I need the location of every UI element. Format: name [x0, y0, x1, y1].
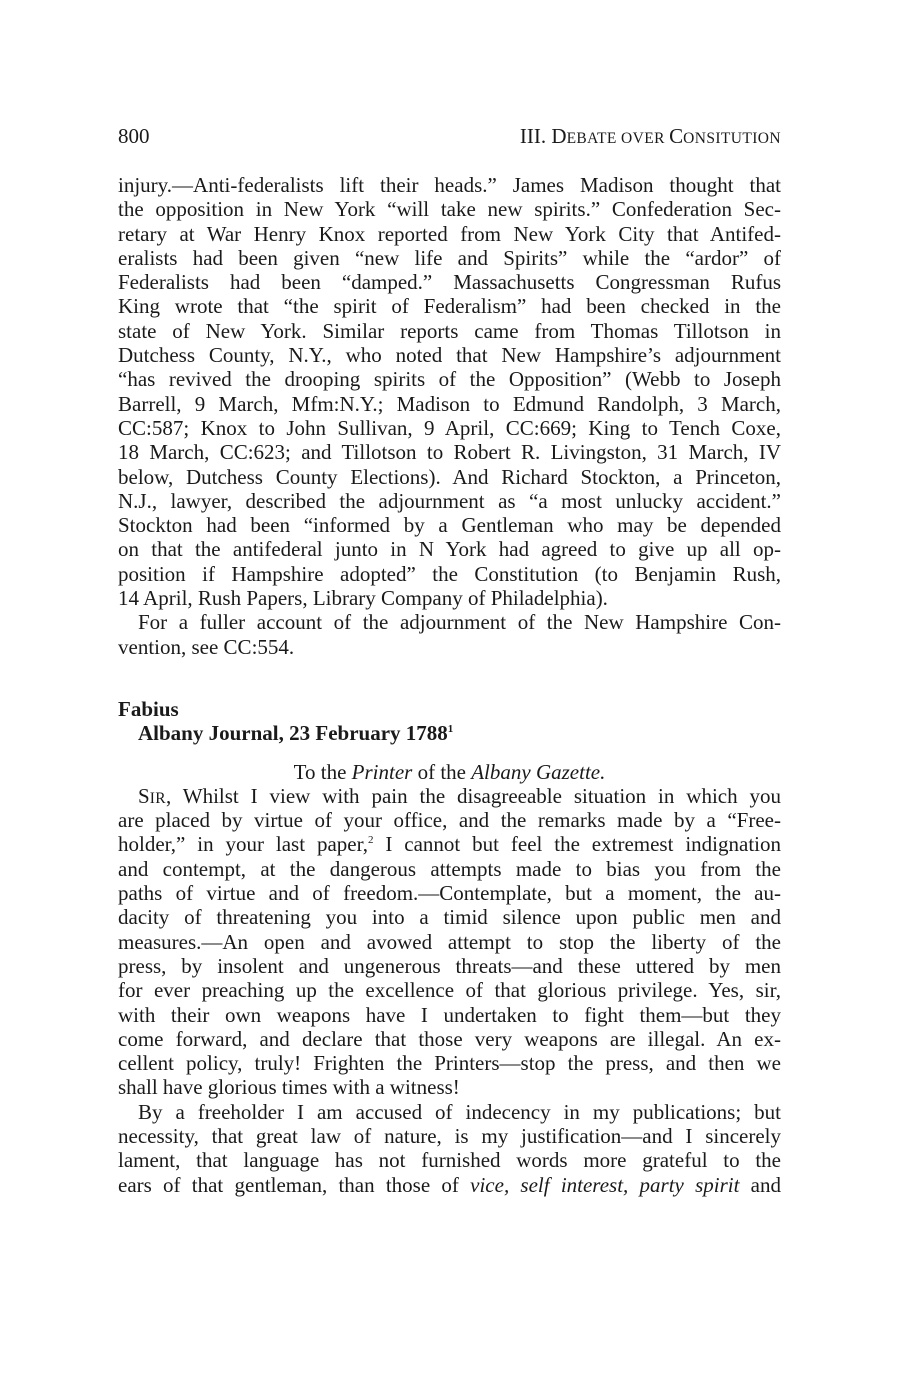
text-line: lament, that language has not furnished words more grateful to the: [118, 1148, 781, 1173]
text-line: shall have glorious times with a witness!: [118, 1075, 460, 1100]
salutation: To the Printer of the Albany Gazette.: [293, 759, 606, 784]
text-line: are placed by virtue of your office, and the remarks made by a “Free-: [118, 808, 781, 833]
text-line: King wrote that “the spirit of Federalism” had been checked in the: [118, 294, 781, 319]
text-line: For a fuller account of the adjournment of the New Hampshire Con-: [138, 610, 781, 635]
letter-paragraph-2: [118, 1100, 781, 1197]
text-line: By a freeholder I am accused of indecency in my publications; but: [138, 1099, 781, 1124]
text-line: N.J., lawyer, described the adjournment as “a most unlucky accident.”: [118, 488, 781, 513]
text-line: necessity, that great law of nature, is my justification—and I sincerely: [118, 1123, 781, 1148]
text-line: CC:587; Knox to John Sullivan, 9 April, CC:669; King to Tench Coxe,: [118, 415, 781, 440]
page-number: 800: [118, 124, 150, 148]
text-line: press, by insolent and ungenerous threats—and these uttered by men: [118, 953, 781, 978]
text-line: on that the antifederal junto in N York had agreed to give up all op-: [118, 537, 781, 562]
author-title: Fabius: [118, 696, 179, 721]
text-line: dacity of threatening you into a timid silence upon public men and: [118, 905, 781, 930]
footnote-ref: 2: [368, 834, 374, 847]
fuller-account-paragraph: [118, 610, 781, 659]
text-line: SIR, Whilst I view with pain the disagreeable situation in which you: [138, 783, 781, 808]
text-line: state of New York. Similar reports came from Thomas Tillotson in: [118, 318, 781, 343]
text-line: vention, see CC:554.: [118, 634, 295, 659]
text-line: measures.—An open and avowed attempt to stop the liberty of the: [118, 929, 781, 954]
text-line: “has revived the drooping spirits of the Opposition” (Webb to Joseph: [118, 367, 781, 392]
text-line: injury.—Anti-federalists lift their heads.” James Madison thought that: [118, 173, 781, 197]
text-line: the opposition in New York “will take new spirits.” Confederation Sec-: [118, 197, 781, 222]
text-line: ears of that gentleman, than those of vice, self interest, party spirit and: [118, 1172, 781, 1197]
text-line: and contempt, at the dangerous attempts made to bias you from the: [118, 856, 781, 881]
text-line: Dutchess County, N.Y., who noted that New Hampshire’s adjournment: [118, 343, 781, 368]
text-line: retary at War Henry Knox reported from New York City that Antifed-: [118, 221, 781, 246]
text-line: holder,” in your last paper,$^2$ I cannot but feel the extremest indignation: [118, 832, 781, 857]
text-line: 14 April, Rush Papers, Library Company of Philadelphia).: [118, 586, 608, 611]
text-line: Federalists had been “damped.” Massachusetts Congressman Rufus: [118, 270, 781, 295]
text-line: Barrell, 9 March, Mfm:N.Y.; Madison to Edmund Randolph, 3 March,: [118, 391, 781, 416]
text-line: below, Dutchess County Elections). And Richard Stockton, a Princeton,: [118, 464, 781, 489]
running-header: [118, 124, 781, 150]
document-heading: [118, 697, 781, 746]
text-line: position if Hampshire adopted” the Constitution (to Benjamin Rush,: [118, 561, 781, 586]
letter-paragraph-1: [118, 784, 781, 1100]
text-line: Stockton had been “informed by a Gentleman who may be depended: [118, 513, 781, 538]
text-line: cellent policy, truly! Frighten the Printers—stop the press, and then we: [118, 1051, 781, 1076]
body-text: [118, 173, 781, 1197]
text-line: for ever preaching up the excellence of that glorious privilege. Yes, sir,: [118, 978, 781, 1003]
footnote-ref: 1: [447, 723, 454, 736]
text-line: 18 March, CC:623; and Tillotson to Robert R. Livingston, 31 March, IV: [118, 440, 781, 465]
text-line: come forward, and declare that those very weapons are illegal. An ex-: [118, 1026, 781, 1051]
text-line: eralists had been given “new life and Spirits” while the “ardor” of: [118, 245, 781, 270]
text-line: paths of virtue and of freedom.—Contemplate, but a moment, the au-: [118, 881, 781, 906]
running-title: III. DEBATE OVER CONSITUTION: [519, 124, 781, 148]
text-line: with their own weapons have I undertaken to fight them—but they: [118, 1002, 781, 1027]
intro-paragraph: [118, 173, 781, 610]
source-line: Albany Journal, 23 February 1788$^1$: [138, 721, 454, 746]
